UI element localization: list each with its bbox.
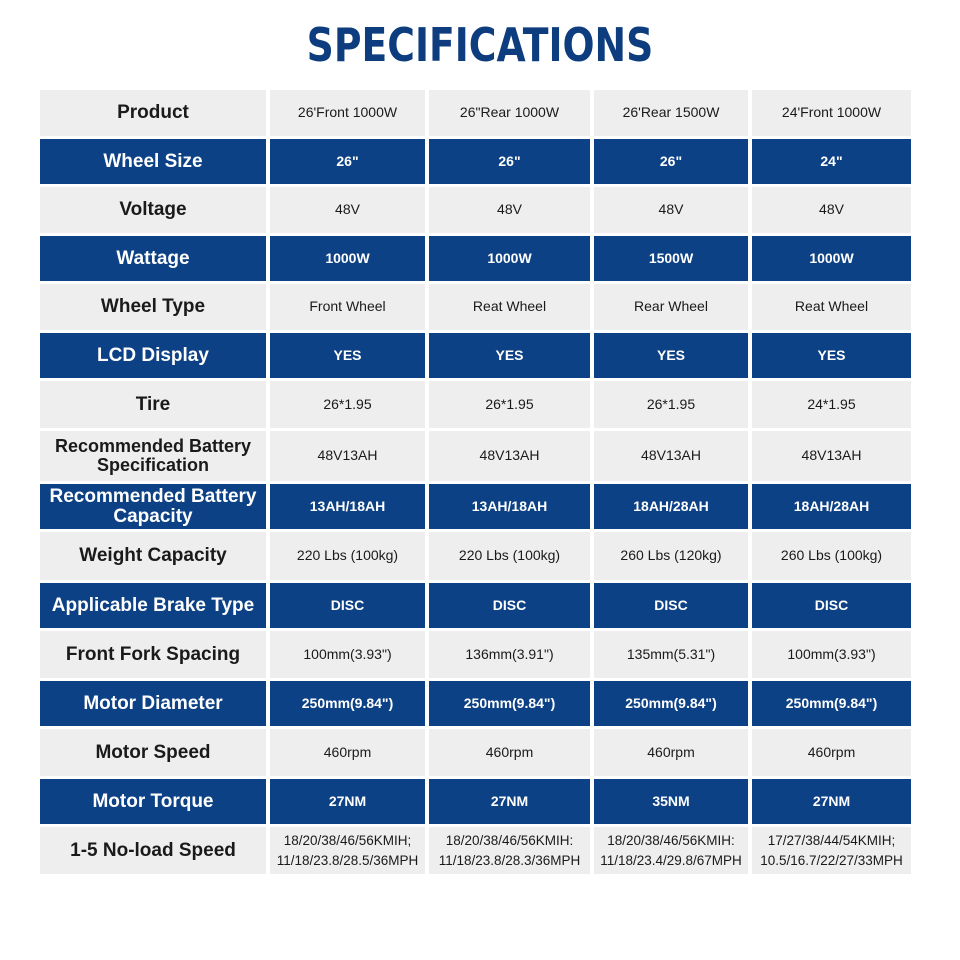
table-cell: 48V <box>752 187 911 233</box>
table-cell: 24*1.95 <box>752 381 911 428</box>
page-title: SPECIFICATIONS <box>306 18 654 72</box>
table-cell: 18/20/38/46/56KMIH: 11/18/23.8/28.3/36MPH <box>429 827 590 874</box>
row-label: Recommended Battery Specification <box>40 431 266 481</box>
table-cell: 100mm(3.93") <box>270 631 425 678</box>
table-cell: 24'Front 1000W <box>752 90 911 136</box>
table-cell: 250mm(9.84") <box>752 681 911 726</box>
table-cell: 35NM <box>594 779 748 824</box>
table-cell: 48V <box>594 187 748 233</box>
table-cell: 460rpm <box>270 729 425 776</box>
table-cell: 100mm(3.93") <box>752 631 911 678</box>
row-label: Wheel Size <box>40 139 266 184</box>
table-cell: 48V <box>270 187 425 233</box>
table-cell: 27NM <box>752 779 911 824</box>
table-cell: Reat Wheel <box>752 284 911 330</box>
row-label: LCD Display <box>40 333 266 378</box>
row-label: Voltage <box>40 187 266 233</box>
row-label: Motor Diameter <box>40 681 266 726</box>
table-cell: 250mm(9.84") <box>594 681 748 726</box>
row-label: Front Fork Spacing <box>40 631 266 678</box>
table-cell: 18/20/38/46/56KMIH; 11/18/23.8/28.5/36MPH <box>270 827 425 874</box>
table-cell: 18/20/38/46/56KMIH: 11/18/23.4/29.8/67MPH <box>594 827 748 874</box>
table-cell: 460rpm <box>752 729 911 776</box>
row-label: Motor Speed <box>40 729 266 776</box>
table-cell: 250mm(9.84") <box>270 681 425 726</box>
table-cell: DISC <box>752 583 911 628</box>
table-cell: 250mm(9.84") <box>429 681 590 726</box>
table-cell: 1000W <box>429 236 590 281</box>
table-cell: 1000W <box>752 236 911 281</box>
row-label: Wattage <box>40 236 266 281</box>
table-cell: 460rpm <box>429 729 590 776</box>
table-cell: 220 Lbs (100kg) <box>270 532 425 580</box>
table-cell: YES <box>270 333 425 378</box>
row-label: Product <box>40 90 266 136</box>
table-cell: 26*1.95 <box>594 381 748 428</box>
table-cell: 48V13AH <box>752 431 911 481</box>
table-cell: 26" <box>270 139 425 184</box>
table-cell: 13AH/18AH <box>270 484 425 529</box>
table-cell: 18AH/28AH <box>752 484 911 529</box>
table-cell: 460rpm <box>594 729 748 776</box>
table-cell: 48V <box>429 187 590 233</box>
table-cell: DISC <box>270 583 425 628</box>
table-cell: YES <box>594 333 748 378</box>
table-cell: 26" <box>594 139 748 184</box>
table-cell: YES <box>752 333 911 378</box>
table-cell: 136mm(3.91") <box>429 631 590 678</box>
table-cell: DISC <box>429 583 590 628</box>
row-label: Wheel Type <box>40 284 266 330</box>
table-cell: 26'Front 1000W <box>270 90 425 136</box>
table-cell: 13AH/18AH <box>429 484 590 529</box>
row-label: Applicable Brake Type <box>40 583 266 628</box>
table-cell: 17/27/38/44/54KMIH; 10.5/16.7/22/27/33MPH <box>752 827 911 874</box>
table-cell: 26" <box>429 139 590 184</box>
row-label: Weight Capacity <box>40 532 266 580</box>
spec-table <box>40 90 911 874</box>
table-cell: 26*1.95 <box>429 381 590 428</box>
table-cell: 24" <box>752 139 911 184</box>
table-cell: 26*1.95 <box>270 381 425 428</box>
table-cell: 1000W <box>270 236 425 281</box>
table-cell: 260 Lbs (100kg) <box>752 532 911 580</box>
row-label: Tire <box>40 381 266 428</box>
table-cell: 26"Rear 1000W <box>429 90 590 136</box>
table-cell: 260 Lbs (120kg) <box>594 532 748 580</box>
table-cell: 18AH/28AH <box>594 484 748 529</box>
table-cell: 26'Rear 1500W <box>594 90 748 136</box>
table-cell: 27NM <box>270 779 425 824</box>
table-cell: DISC <box>594 583 748 628</box>
table-cell: 135mm(5.31") <box>594 631 748 678</box>
row-label: Recommended Battery Capacity <box>40 484 266 529</box>
table-cell: Reat Wheel <box>429 284 590 330</box>
table-cell: 48V13AH <box>270 431 425 481</box>
table-cell: 1500W <box>594 236 748 281</box>
row-label: Motor Torque <box>40 779 266 824</box>
row-label: 1-5 No-load Speed <box>40 827 266 874</box>
table-cell: YES <box>429 333 590 378</box>
table-cell: 48V13AH <box>429 431 590 481</box>
table-cell: 27NM <box>429 779 590 824</box>
table-cell: 48V13AH <box>594 431 748 481</box>
table-cell: 220 Lbs (100kg) <box>429 532 590 580</box>
table-cell: Rear Wheel <box>594 284 748 330</box>
table-cell: Front Wheel <box>270 284 425 330</box>
